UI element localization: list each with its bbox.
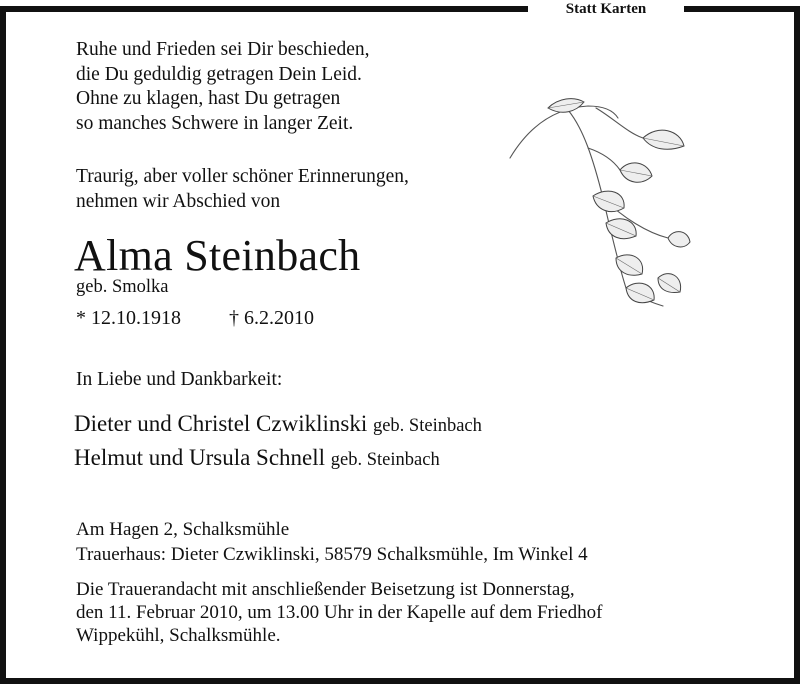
intro-line: nehmen wir Abschied von	[76, 191, 281, 212]
poem-line: Ohne zu klagen, hast Du getragen	[76, 88, 341, 109]
service-info	[76, 578, 602, 647]
mourner-line	[74, 442, 482, 476]
service-line: Wippekühl, Schalksmühle.	[76, 625, 281, 646]
birth-name: geb. Smolka	[76, 277, 169, 297]
address-line: Trauerhaus: Dieter Czwiklinski, 58579 Schalksmühle, Im Winkel 4	[76, 543, 588, 565]
header-label: Statt Karten	[565, 1, 647, 17]
poem-line: so manches Schwere in langer Zeit.	[76, 112, 354, 134]
mourner-names: Dieter und Christel Czwiklinski	[74, 411, 368, 436]
mourner-line	[74, 408, 482, 442]
deceased-name: Alma Steinbach	[74, 231, 361, 280]
mourner-names: Helmut und Ursula Schnell	[74, 445, 326, 470]
service-line: den 11. Februar 2010, um 13.00 Uhr in der Kapelle auf dem Friedhof	[76, 602, 603, 623]
poem-line: die Du geduldig getragen Dein Leid.	[76, 63, 362, 85]
intro-text	[76, 164, 409, 214]
mourner-suffix: geb. Steinbach	[330, 450, 440, 470]
birch-branch-icon	[508, 88, 698, 338]
dedication: In Liebe und Dankbarkeit:	[76, 369, 283, 390]
poem-line: Ruhe und Frieden sei Dir beschieden,	[76, 39, 370, 60]
service-line: Die Trauerandacht mit anschließender Beisetzung ist Donnerstag,	[76, 579, 575, 600]
birth-date: * 12.10.1918	[76, 307, 181, 329]
death-date: † 6.2.2010	[229, 307, 314, 329]
address	[76, 518, 588, 567]
life-dates	[76, 305, 314, 331]
address-line: Am Hagen 2, Schalksmühle	[76, 519, 290, 540]
intro-line: Traurig, aber voller schöner Erinnerungen,	[76, 166, 409, 187]
mourner-suffix: geb. Steinbach	[372, 416, 482, 436]
mourners-list	[74, 408, 482, 476]
poem	[76, 38, 370, 136]
